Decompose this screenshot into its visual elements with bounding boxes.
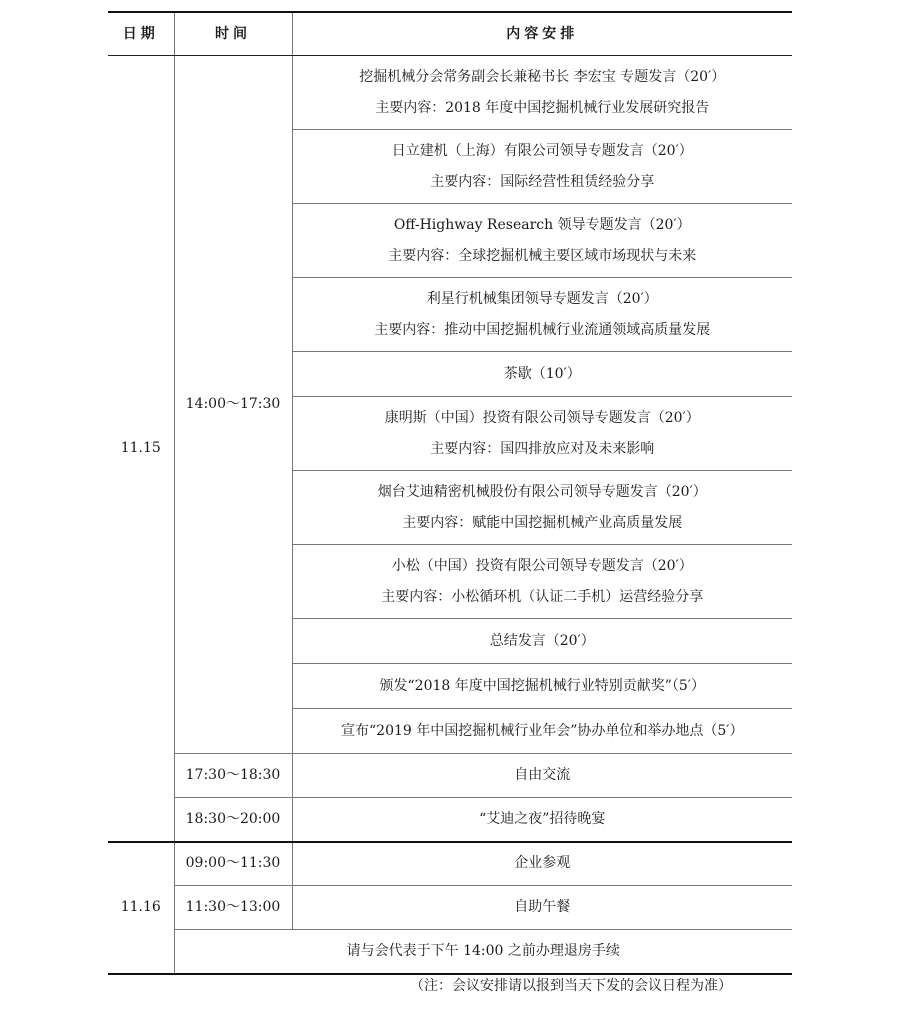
agenda-item [292, 397, 792, 471]
agenda-title: 日立建机（上海）有限公司领导专题发言（20′） [391, 142, 693, 159]
agenda-detail: 主要内容：小松循环机（认证二手机）运营经验分享 [381, 588, 704, 605]
session-time: 09:00～11:30 [174, 842, 292, 886]
agenda-title: 宣布“2019 年中国挖掘机械行业年会”协办单位和举办地点（5′） [341, 722, 744, 739]
agenda-item [292, 664, 792, 709]
table-row [108, 842, 792, 886]
header-row [108, 12, 792, 56]
agenda-title: 挖掘机械分会常务副会长兼秘书长 李宏宝 专题发言（20′） [359, 68, 726, 85]
time-header: 时间 [174, 12, 292, 56]
table-row [108, 930, 792, 974]
agenda-detail: 主要内容：国四排放应对及未来影响 [430, 440, 655, 457]
agenda-item [292, 619, 792, 664]
content-header: 内容安排 [292, 12, 792, 56]
agenda-detail: 主要内容：国际经营性租赁经验分享 [430, 173, 655, 190]
agenda-detail: 主要内容：2018 年度中国挖掘机械行业发展研究报告 [375, 99, 710, 116]
agenda-title: 小松（中国）投资有限公司领导专题发言（20′） [391, 557, 693, 574]
agenda-title: 茶歇（10′） [503, 365, 581, 382]
session-time: 18:30～20:00 [174, 798, 292, 842]
agenda-item [292, 545, 792, 619]
agenda-item [292, 709, 792, 754]
agenda-detail: 主要内容：推动中国挖掘机械行业流通领域高质量发展 [374, 321, 711, 338]
agenda-item: 自助午餐 [292, 886, 792, 930]
agenda-title: 颁发“2018 年度中国挖掘机械行业特别贡献奖”（5′） [379, 677, 705, 694]
agenda-title: 康明斯（中国）投资有限公司领导专题发言（20′） [384, 409, 700, 426]
agenda-detail: 主要内容：全球挖掘机械主要区域市场现状与未来 [388, 247, 697, 264]
table-row [108, 886, 792, 930]
agenda-item [292, 204, 792, 278]
agenda-title: 总结发言（20′） [489, 632, 595, 649]
footnote: （注：会议安排请以报到当天下发的会议日程为准） [410, 978, 732, 994]
checkout-note: 请与会代表于下午 14:00 之前办理退房手续 [174, 930, 792, 974]
session-time: 11:30～13:00 [174, 886, 292, 930]
agenda-item [292, 130, 792, 204]
table-row [108, 754, 792, 798]
day2-date: 11.16 [108, 842, 174, 974]
agenda-title: 利星行机械集团领导专题发言（20′） [426, 290, 658, 307]
agenda-item: 自由交流 [292, 754, 792, 798]
agenda-title: 烟台艾迪精密机械股份有限公司领导专题发言（20′） [377, 483, 707, 500]
agenda-item: “艾迪之夜”招待晚宴 [292, 798, 792, 842]
day1-date: 11.15 [120, 439, 161, 456]
date-header: 日期 [108, 12, 174, 56]
session-time: 17:30～18:30 [174, 754, 292, 798]
agenda-detail: 主要内容：赋能中国挖掘机械产业高质量发展 [402, 514, 683, 531]
agenda-title: Off-Highway Research 领导专题发言（20′） [393, 216, 691, 233]
agenda-item [292, 278, 792, 352]
session-time: 14:00～17:30 [174, 56, 292, 754]
schedule-table [108, 11, 792, 975]
table-row [108, 56, 792, 130]
agenda-item: 企业参观 [292, 842, 792, 886]
agenda-item [292, 352, 792, 397]
table-row [108, 798, 792, 842]
agenda-item [292, 471, 792, 545]
agenda-item [292, 56, 792, 130]
